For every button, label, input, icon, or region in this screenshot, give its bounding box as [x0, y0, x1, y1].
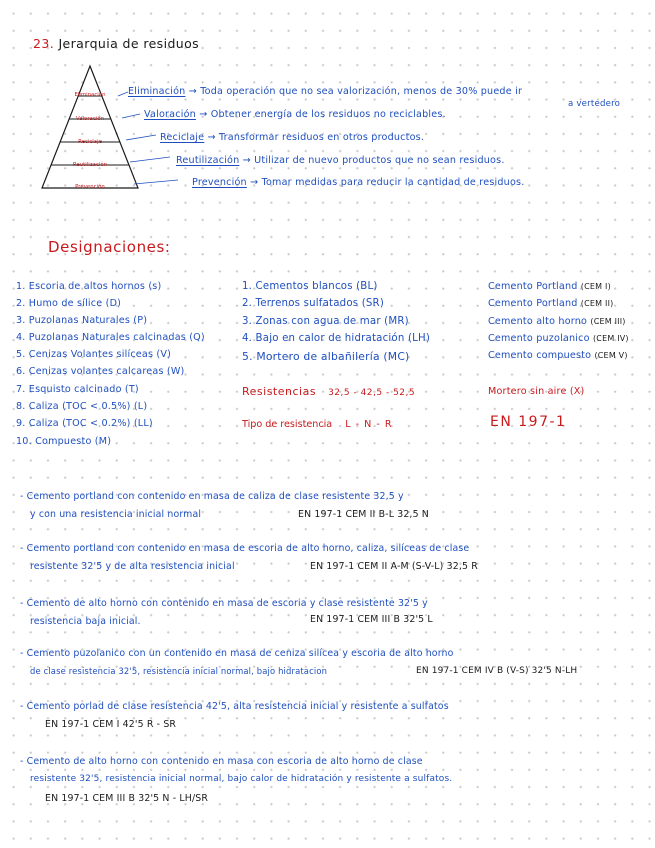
cement-type-code: (CEM V) [594, 351, 628, 360]
definition-term: Reciclaje [160, 132, 205, 143]
cement-type [488, 333, 629, 344]
cement-type [488, 350, 628, 361]
definition-term: Valoración [144, 109, 196, 120]
cement-type-name: Cemento alto horno [488, 316, 588, 327]
cement-type [488, 298, 613, 309]
definition-text: Tomar medidas para reducir la cantidad de residuos. [261, 177, 525, 188]
arrow-icon: → [207, 132, 216, 143]
cement-type-name: Cemento Portland [488, 281, 578, 292]
designation-item: 1. Escoria de altos hornos (s) [16, 281, 162, 292]
resistencias-values: 32,5 - 42,5 - 52,5 [328, 388, 416, 398]
mortero-sin-aire: Mortero sin aire (X) [488, 386, 585, 397]
cement-type-code: (CEM II) [580, 299, 614, 308]
example-line: de clase resistencia 32'5, resistencia inicial normal, bajo hidratacion [30, 666, 328, 676]
example-code: EN 197-1 CEM III B 32'5 L [310, 614, 433, 625]
designation-item: 1. Cementos blancos (BL) [242, 281, 378, 292]
designation-item: 8. Caliza (TOC < 0.5%) (L) [16, 401, 148, 412]
designation-item: 2. Humo de sílice (D) [16, 298, 122, 309]
example-line: resistente 32'5, resistencia inicial normal, bajo calor de hidratación y resistente a sulfatos. [30, 774, 453, 784]
example-line: - Cemento de alto horno con contenido en masa de escoria y clase resistente 32'5 y [20, 598, 428, 609]
example-line: resistente 32'5 y de alta resistencia inicial [30, 561, 235, 572]
note-title [33, 36, 199, 51]
example-line: resistencia baja inicial. [30, 616, 141, 627]
cement-type-name: Cemento Portland [488, 298, 578, 309]
tipo-resistencia [242, 419, 393, 430]
cement-type [488, 316, 626, 327]
arrow-icon: → [250, 177, 259, 188]
arrow-icon: → [199, 109, 208, 120]
pyramid-level-label: Reciclaje [78, 139, 102, 145]
designation-item: 4. Puzolanas Naturales calcinadas (Q) [16, 332, 205, 343]
definition-eliminacion [128, 86, 522, 97]
designation-item: 3. Puzolanas Naturales (P) [16, 315, 148, 326]
arrow-icon: → [242, 155, 251, 166]
cement-type-name: Cemento puzolanico [488, 333, 590, 344]
definition-extra: a vertedero [568, 99, 621, 109]
cement-type-name: Cemento compuesto [488, 350, 592, 361]
example-line: - Cemento portland con contenido en masa de escoria de alto horno, caliza, silíceas de clase [20, 543, 470, 554]
resistencias-label: Resistencias [242, 385, 317, 398]
example-line: y con una resistencia inicial normal [30, 509, 202, 520]
designation-item: 7. Esquisto calcinado (T) [16, 384, 139, 395]
norma-en: EN 197-1 [490, 414, 567, 430]
tipo-label: Tipo de resistencia [242, 419, 333, 430]
pyramid-level-label: Eliminación [74, 92, 106, 98]
tipo-values: L - N - R [345, 419, 393, 430]
resistencias [242, 385, 415, 398]
example-line: - Cemento de alto horno con contenido en masa con escoria de alto horno de clase [20, 756, 423, 767]
definition-text: Toda operación que no sea valorización, menos de 30% puede ir [200, 86, 523, 97]
designation-item: 9. Caliza (TOC < 0.2%) (LL) [16, 418, 153, 429]
arrow-icon: → [188, 86, 197, 97]
example-code: EN 197-1 CEM II B-L 32,5 N [298, 509, 429, 520]
designation-item: 3. Zonas con agua de mar (MR) [242, 316, 409, 327]
title-number: 23. [33, 36, 55, 51]
designaciones-heading: Designaciones: [48, 238, 171, 256]
definition-reciclaje [160, 132, 424, 143]
designation-item: 10. Compuesto (M) [16, 436, 112, 447]
definition-text: Obtener energía de los residuos no reciclables. [210, 109, 446, 120]
example-line: - Cemento portland con contenido en masa de caliza de clase resistente 32,5 y [20, 491, 404, 502]
pyramid-level-label: Prevención [75, 184, 105, 190]
example-code: EN 197-1 CEM I 42'5 R - SR [45, 719, 177, 730]
designation-item: 4. Bajo en calor de hidratación (LH) [242, 333, 431, 344]
definition-text: Utilizar de nuevo productos que no sean residuos. [254, 155, 505, 166]
definition-valoracion [144, 109, 446, 120]
example-line: - Cemento puzolanico con un contenido en masa de ceniza silícea y escoria de alto horno [20, 648, 454, 659]
example-line: - Cemento porlad de clase resistencia 42'5, alta resistencia inicial y resistente a sulfatos [20, 701, 449, 712]
definition-term: Reutilización [176, 155, 240, 166]
cement-type-code: (CEM IV) [592, 334, 629, 343]
definition-reutilizacion [176, 155, 505, 166]
definition-term: Prevención [192, 177, 247, 188]
definition-prevencion [192, 177, 524, 188]
example-code: EN 197-1 CEM II A-M (S-V-L) 32,5 R [310, 561, 478, 572]
definition-text: Transformar residuos en otros productos. [219, 132, 425, 143]
example-code: EN 197-1 CEM III B 32'5 N - LH/SR [45, 793, 209, 804]
example-code: EN 197-1 CEM IV B (V-S) 32'5 N-LH [416, 666, 578, 676]
designation-item: 5. Cenizas Volantes silíceas (V) [16, 349, 172, 360]
title-text: Jerarquia de residuos [58, 36, 200, 51]
pyramid-level-label: Valoración [75, 116, 105, 122]
definition-term: Eliminación [128, 86, 186, 97]
cement-type [488, 281, 611, 292]
pyramid-level-label: Reutilización [72, 162, 108, 168]
designation-item: 6. Cenizas volantes calcareas (W) [16, 366, 185, 377]
designation-item: 5. Mortero de albañilería (MC) [242, 350, 410, 363]
designation-item: 2. Terrenos sulfatados (SR) [242, 298, 384, 309]
cement-type-code: (CEM III) [590, 317, 626, 326]
cement-type-code: (CEM I) [580, 282, 611, 291]
